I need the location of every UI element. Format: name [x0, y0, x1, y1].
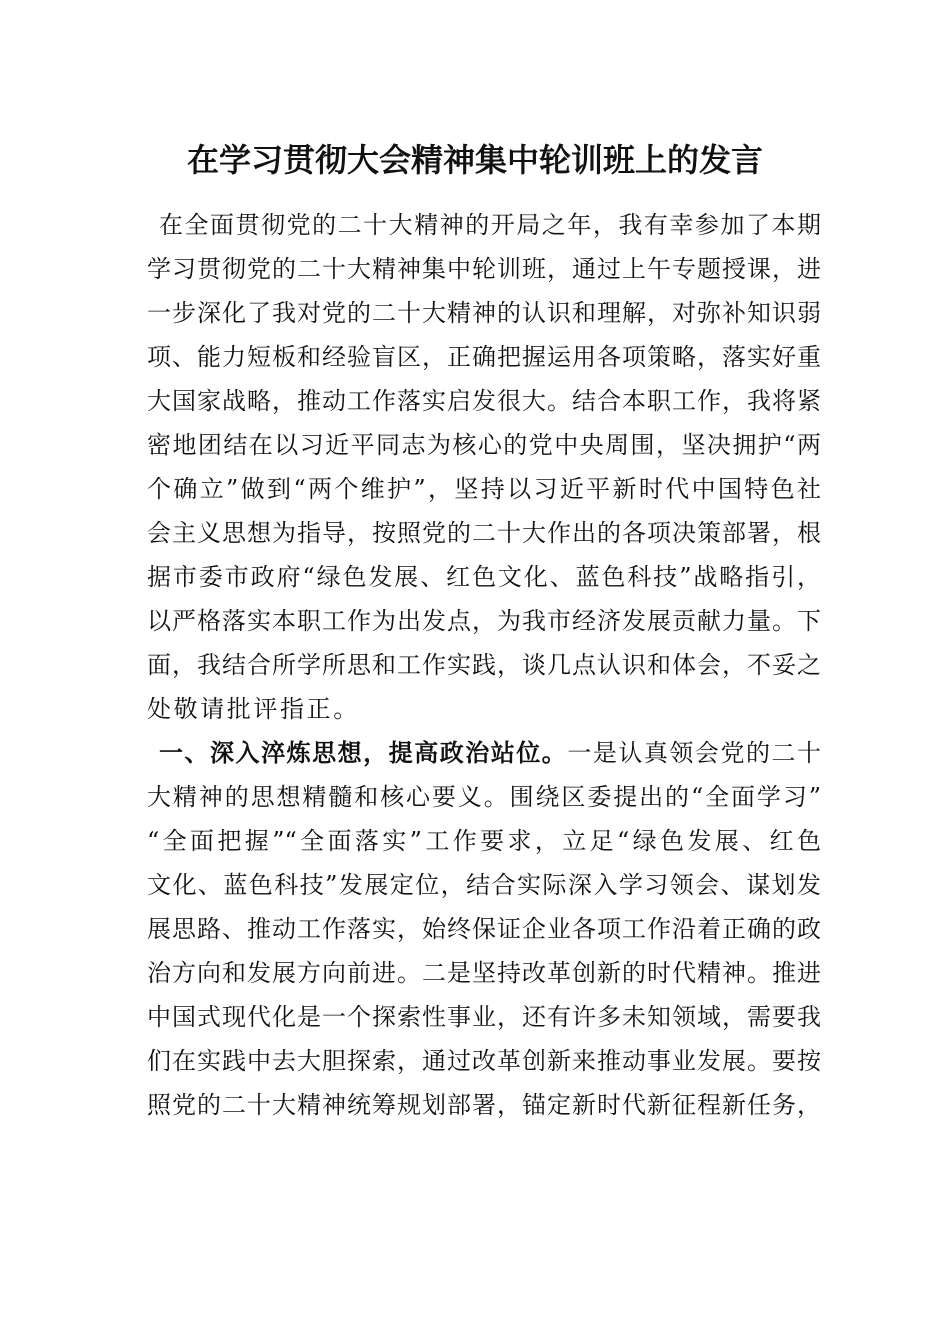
text-line: 会主义思想为指导，按照党的二十大作出的各项决策部署，根	[147, 519, 821, 547]
text-line: 治方向和发展方向前进。二是坚持改革创新的时代精神。推进	[147, 959, 821, 987]
text-line: 学习贯彻党的二十大精神集中轮训班，通过上午专题授课，进	[147, 255, 821, 283]
text-line: 在全面贯彻党的二十大精神的开局之年，我有幸参加了本期	[159, 211, 821, 239]
text-line: 据市委市政府“绿色发展、红色文化、蓝色科技”战略指引，	[147, 563, 821, 591]
paragraph-intro	[147, 203, 821, 731]
document-body	[147, 203, 821, 1127]
text-line: 大精神的思想精髓和核心要义。围绕区委提出的“全面学习”	[147, 783, 821, 811]
text-line: 中国式现代化是一个探索性事业，还有许多未知领域，需要我	[147, 1003, 821, 1031]
section-heading: 一、深入淬炼思想，提高政治站位。	[159, 738, 568, 767]
section-heading-line	[147, 731, 821, 775]
text-line: 展思路、推动工作落实，始终保证企业各项工作沿着正确的政	[147, 915, 821, 943]
text-line: 照党的二十大精神统筹规划部署，锚定新时代新征程新任务，	[147, 1091, 821, 1119]
text-line: 一步深化了我对党的二十大精神的认识和理解，对弥补知识弱	[147, 299, 821, 327]
text-line: 项、能力短板和经验盲区，正确把握运用各项策略，落实好重	[147, 343, 821, 371]
text-line: 处敬请批评指正。	[147, 695, 360, 723]
text-line-rest: 一是认真领会党的二十	[567, 739, 821, 767]
section-1	[147, 731, 821, 1127]
document-title: 在学习贯彻大会精神集中轮训班上的发言	[186, 141, 763, 179]
text-line: 密地团结在以习近平同志为核心的党中央周围，坚决拥护“两	[147, 431, 821, 459]
text-line: 个确立”做到“两个维护”，坚持以习近平新时代中国特色社	[147, 475, 821, 503]
text-line: 文化、蓝色科技”发展定位，结合实际深入学习领会、谋划发	[147, 871, 821, 899]
text-line: 大国家战略，推动工作落实启发很大。结合本职工作，我将紧	[147, 387, 821, 415]
text-line: 面，我结合所学所思和工作实践，谈几点认识和体会，不妥之	[147, 651, 821, 679]
text-line: “全面把握”“全面落实”工作要求，立足“绿色发展、红色	[147, 827, 821, 855]
text-line: 以严格落实本职工作为出发点，为我市经济发展贡献力量。下	[147, 607, 821, 635]
text-line: 们在实践中去大胆探索，通过改革创新来推动事业发展。要按	[147, 1047, 821, 1075]
